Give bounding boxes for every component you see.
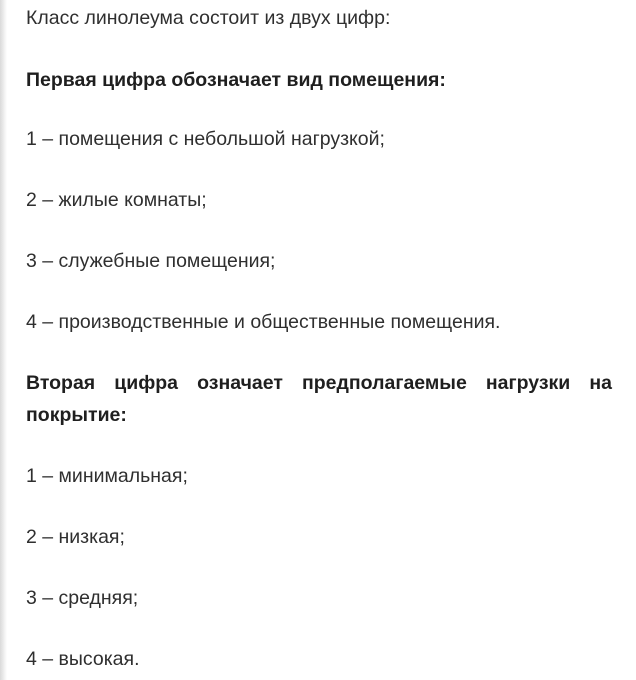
- first-digit-heading: Первая цифра обозначает вид помещения:: [26, 69, 446, 91]
- second-digit-item-3: 3 – средняя;: [26, 587, 139, 609]
- intro-paragraph: Класс линолеума состоит из двух цифр:: [26, 7, 391, 29]
- second-digit-heading-line-2: покрытие:: [26, 404, 127, 426]
- left-edge-shadow: [0, 0, 7, 680]
- first-digit-item-3: 3 – служебные помещения;: [26, 250, 276, 272]
- second-digit-item-1: 1 – минимальная;: [26, 465, 188, 487]
- first-digit-item-1: 1 – помещения с небольшой нагрузкой;: [26, 128, 385, 150]
- second-digit-heading-line-1: Вторая цифра означает предполагаемые нагрузки на: [26, 372, 612, 394]
- first-digit-item-4: 4 – производственные и общественные помещения.: [26, 311, 501, 333]
- second-digit-item-4: 4 – высокая.: [26, 648, 140, 670]
- second-digit-item-2: 2 – низкая;: [26, 526, 125, 548]
- first-digit-item-2: 2 – жилые комнаты;: [26, 189, 207, 211]
